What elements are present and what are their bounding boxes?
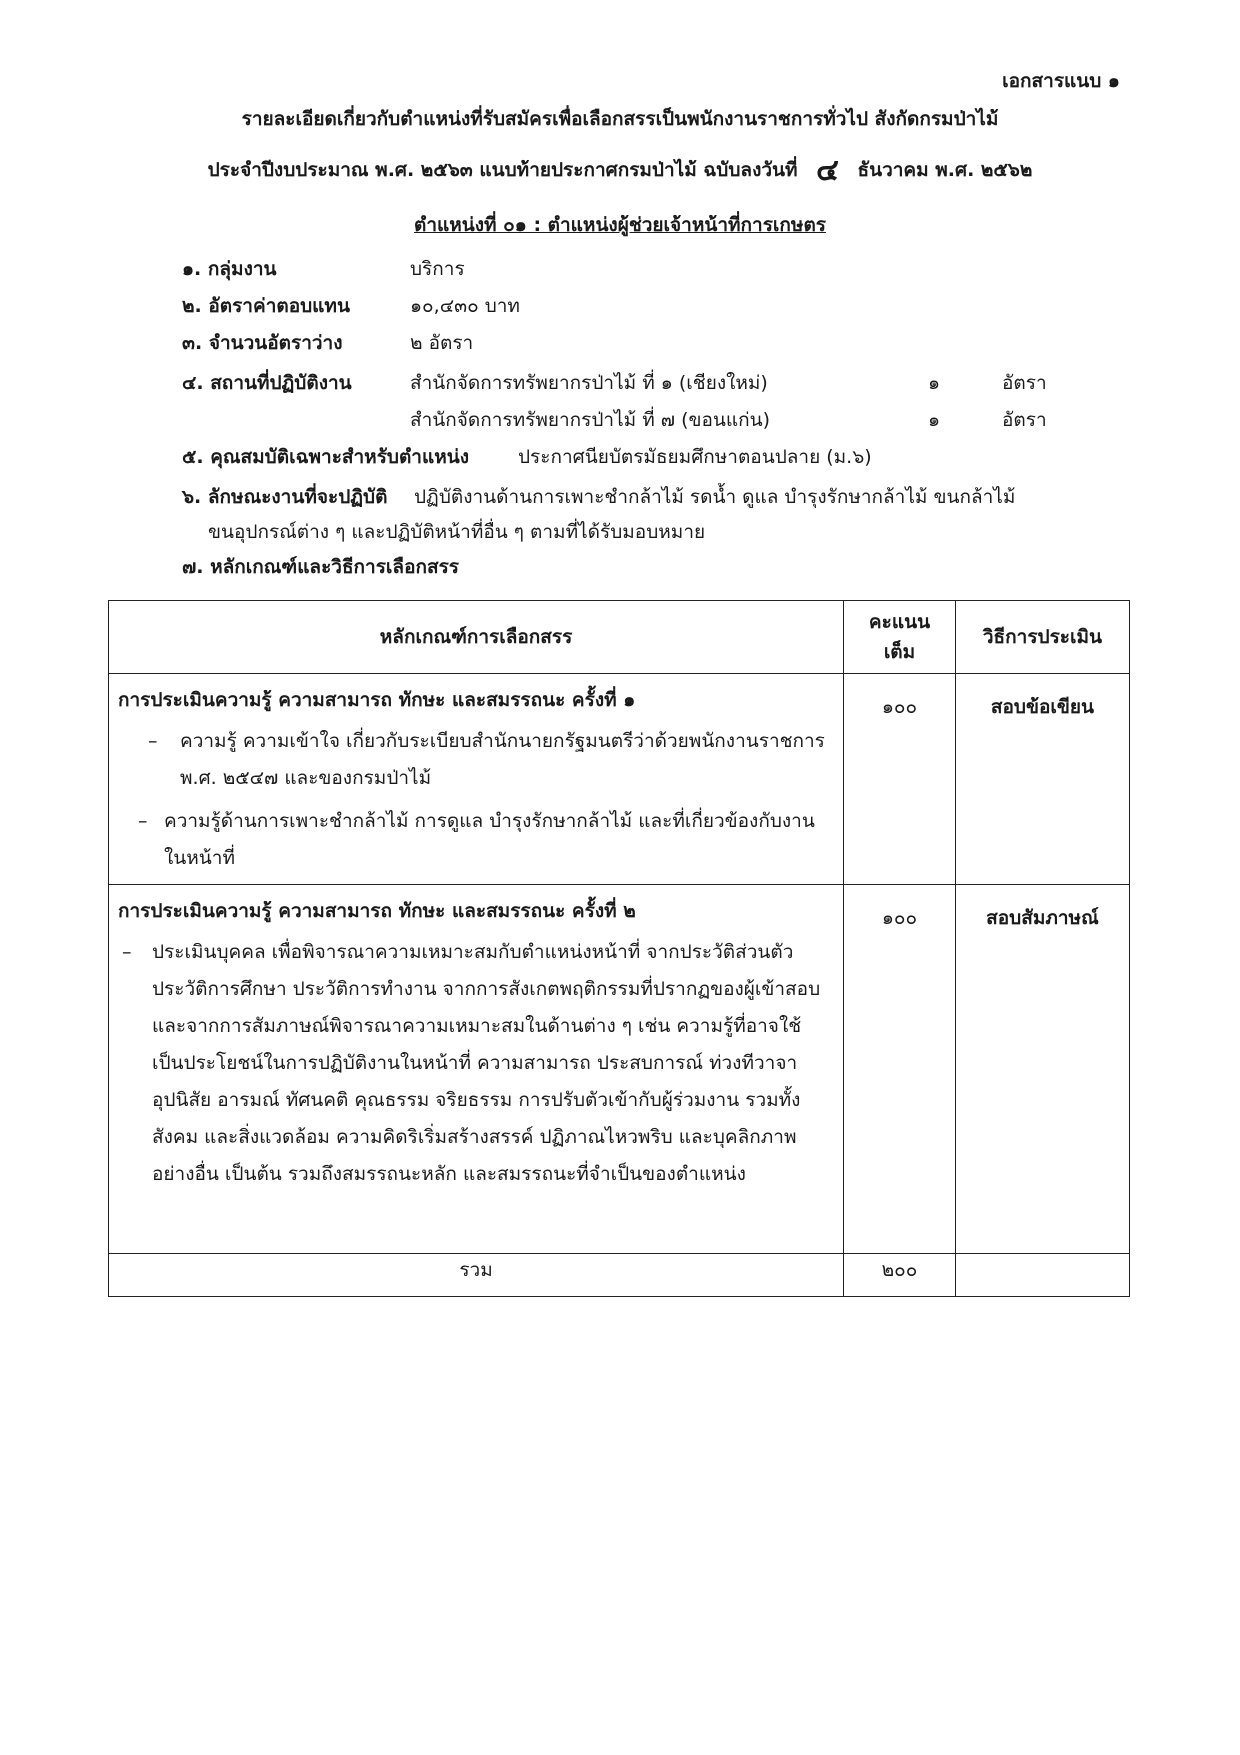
table-row <box>109 674 1130 885</box>
document-title-line1: รายละเอียดเกี่ยวกับตำแหน่งที่รับสมัครเพื่อเลือกสรรเป็นพนักงานราชการทั่วไป สังกัดกรมป่าไม้ <box>241 108 999 130</box>
location-1-unit: อัตรา <box>1002 372 1047 394</box>
criteria-table <box>108 600 1130 1297</box>
criteria-1-bullet-1: – ความรู้ ความเข้าใจ เกี่ยวกับระเบียบสำนักนายกรัฐมนตรีว่าด้วยพนักงานราชการ พ.ศ. ๒๕๔๗ และของกรมป่าไม้ <box>148 730 825 789</box>
vacancy-label: ๓. จำนวนอัตราว่าง <box>182 332 343 354</box>
criteria-1-score: ๑๐๐ <box>844 674 956 885</box>
group-label: ๑. กลุ่มงาน <box>182 258 277 280</box>
group-value: บริการ <box>410 258 465 280</box>
attachment-label: เอกสารแนบ ๑ <box>1002 70 1120 92</box>
duty-value-line2: ขนอุปกรณ์ต่าง ๆ และปฏิบัติหน้าที่อื่น ๆ ตามที่ได้รับมอบหมาย <box>208 521 706 543</box>
table-total-row <box>109 1254 1130 1297</box>
criteria-label: ๗. หลักเกณฑ์และวิธีการเลือกสรร <box>182 556 459 578</box>
salary-label: ๒. อัตราค่าตอบแทน <box>182 295 350 317</box>
criteria-1-method: สอบข้อเขียน <box>955 674 1129 885</box>
location-label: ๔. สถานที่ปฏิบัติงาน <box>182 372 352 394</box>
document-title-line2 <box>0 147 1240 194</box>
header-score-line2: เต็ม <box>883 641 916 663</box>
duty-label: ๖. ลักษณะงานที่จะปฏิบัติ <box>182 486 388 508</box>
position-title: ตำแหน่งที่ ๐๑ : ตำแหน่งผู้ช่วยเจ้าหน้าที่การเกษตร <box>414 214 826 236</box>
title-line2-text: ประจำปีงบประมาณ พ.ศ. ๒๕๖๓ แนบท้ายประกาศกรมป่าไม้ ฉบับลงวันที่ <box>207 159 798 181</box>
total-label: รวม <box>109 1254 844 1297</box>
criteria-2-method: สอบสัมภาษณ์ <box>955 885 1129 1254</box>
criteria-cell-2 <box>109 885 844 1254</box>
criteria-2-title: การประเมินความรู้ ความสามารถ ทักษะ และสมรรถนะ ครั้งที่ ๒ <box>118 900 636 922</box>
location-2-count: ๑ <box>928 409 941 431</box>
criteria-1-title: การประเมินความรู้ ความสามารถ ทักษะ และสมรรถนะ ครั้งที่ ๑ <box>118 689 636 711</box>
location-2: สำนักจัดการทรัพยากรป่าไม้ ที่ ๗ (ขอนแก่น) <box>410 409 771 431</box>
header-score <box>844 601 956 674</box>
criteria-cell-1 <box>109 674 844 885</box>
table-row <box>109 885 1130 1254</box>
criteria-2-bullet-1: – ประเมินบุคคล เพื่อพิจารณาความเหมาะสมกับตำแหน่งหน้าที่ จากประวัติส่วนตัว ประวัติการศึกษา ประวัติการทำงาน จากการสังเกตพฤติกรรมที่ปรากฏของผู้เข้าสอบและจากการสัมภาษณ์พิจารณาความเหมาะสมในด้านต่าง ๆ เช่น ความรู้ที่อาจใช้เป็นประโยชน์ในการปฏิบัติงานในหน้าที่ ความสามารถ ประสบการณ์ ท่วงทีวาจา อุปนิสัย อารมณ์ ทัศนคติ คุณธรรม จริยธรรม การปรับตัวเข้ากับผู้ร่วมงาน รวมทั้งสังคม และสิ่งแวดล้อม ความคิดริเริ่มสร้างสรรค์ ปฏิภาณไหวพริบ และบุคลิกภาพอย่างอื่น เป็นต้น รวมถึงสมรรถนะหลัก และสมรรถนะที่จำเป็นของตำแหน่ง <box>122 941 821 1185</box>
total-method-empty <box>955 1254 1129 1297</box>
salary-value: ๑๐,๔๓๐ บาท <box>410 295 520 317</box>
qualification-value: ประกาศนียบัตรมัธยมศึกษาตอนปลาย (ม.๖) <box>518 446 872 468</box>
title-line2-date: ธันวาคม พ.ศ. ๒๕๖๒ <box>857 159 1033 181</box>
location-2-unit: อัตรา <box>1002 409 1047 431</box>
header-score-line1: คะแนน <box>868 611 931 633</box>
table-header-row <box>109 601 1130 674</box>
header-method: วิธีการประเมิน <box>955 601 1129 674</box>
duty-value-line1: ปฏิบัติงานด้านการเพาะชำกล้าไม้ รดน้ำ ดูแล บำรุงรักษากล้าไม้ ขนกล้าไม้ <box>414 486 1016 508</box>
vacancy-value: ๒ อัตรา <box>410 332 474 354</box>
location-1-count: ๑ <box>928 372 941 394</box>
location-1: สำนักจัดการทรัพยากรป่าไม้ ที่ ๑ (เชียงใหม่) <box>410 372 768 394</box>
criteria-2-score: ๑๐๐ <box>844 885 956 1254</box>
total-score: ๒๐๐ <box>844 1254 956 1297</box>
header-criteria: หลักเกณฑ์การเลือกสรร <box>109 601 844 674</box>
criteria-1-bullet-2: – ความรู้ด้านการเพาะชำกล้าไม้ การดูแล บำรุงรักษากล้าไม้ และที่เกี่ยวข้องกับงานในหน้าที่ <box>138 810 815 869</box>
qualification-label: ๕. คุณสมบัติเฉพาะสำหรับตำแหน่ง <box>182 446 470 468</box>
title-handwritten-day: ๔ <box>816 153 839 188</box>
